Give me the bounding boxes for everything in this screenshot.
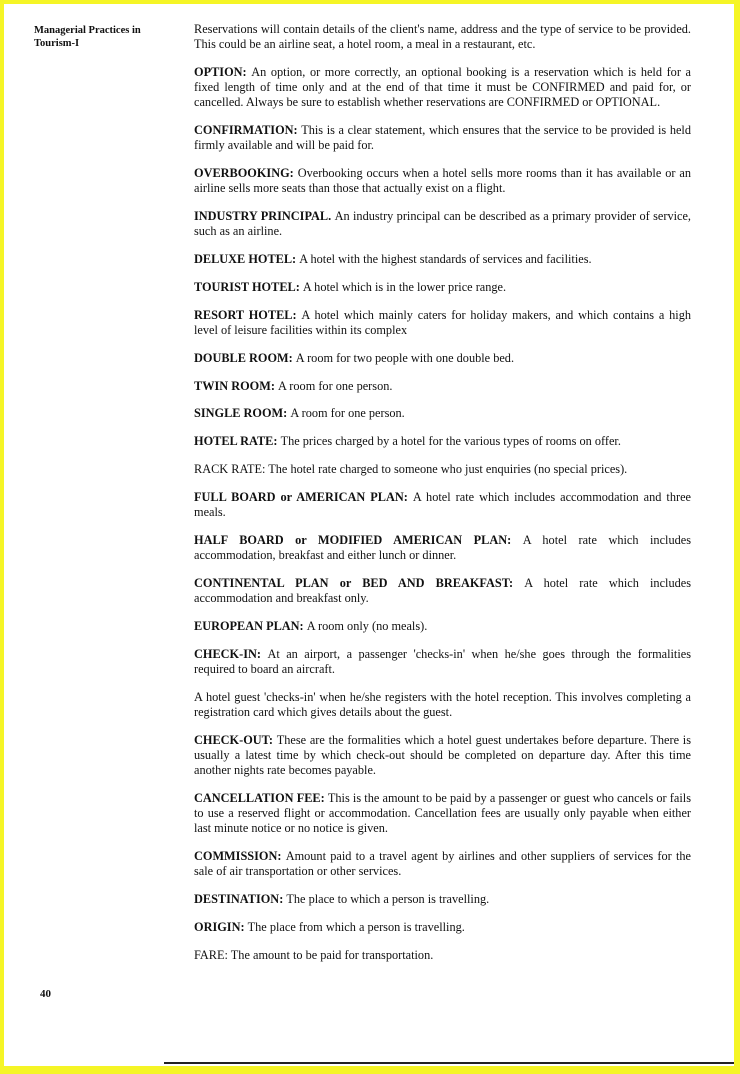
entry-term: FULL BOARD or AMERICAN PLAN: <box>194 489 408 504</box>
entry-term: OVERBOOKING: <box>194 166 294 181</box>
entry-term: CONFIRMATION: <box>194 123 298 138</box>
glossary-entry <box>194 406 691 421</box>
entry-text: FARE: The amount to be paid for transportation. <box>194 947 434 962</box>
entry-text: A hotel rate which includes accommodation and three meals. <box>194 489 692 519</box>
entry-term: EUROPEAN PLAN: <box>194 618 304 633</box>
glossary-entry <box>194 791 691 837</box>
glossary-entry <box>194 849 691 879</box>
glossary-entry <box>194 166 691 196</box>
entry-text: RACK RATE: The hotel rate charged to someone who just enquiries (no special prices). <box>194 461 628 476</box>
entry-term: COMMISSION: <box>194 848 282 863</box>
glossary-entry <box>194 733 691 779</box>
glossary-entry <box>194 280 691 295</box>
entry-text: This is the amount to be paid by a passenger or guest who cancels or fails to use a reserved flight or accommodation. Cancellation fees are usually only payable when either last minute notice or no notice is given. <box>194 790 691 836</box>
entry-term: HOTEL RATE: <box>194 434 278 449</box>
glossary-entry <box>194 209 691 239</box>
glossary-entry <box>194 65 691 111</box>
glossary-entry <box>194 647 691 677</box>
entry-term: DOUBLE ROOM: <box>194 350 293 365</box>
entry-term: RESORT HOTEL: <box>194 307 297 322</box>
entry-term: HALF BOARD or MODIFIED AMERICAN PLAN: <box>194 532 512 547</box>
glossary-entry <box>194 22 691 52</box>
document-page <box>4 4 734 1066</box>
glossary-entry <box>194 690 691 720</box>
entry-term: CANCELLATION FEE: <box>194 790 325 805</box>
entry-term: CHECK-OUT: <box>194 732 274 747</box>
entry-text: A room only (no meals). <box>306 618 428 633</box>
entry-text: A hotel rate which includes accommodation, breakfast and either lunch or dinner. <box>194 532 691 562</box>
glossary-entry <box>194 252 691 267</box>
entry-text: The prices charged by a hotel for the various types of rooms on offer. <box>280 434 621 449</box>
entry-text: A hotel rate which includes accommodation and breakfast only. <box>194 575 691 605</box>
entry-text: A room for one person. <box>278 378 393 393</box>
glossary-entry <box>194 619 691 634</box>
entry-text: A hotel which mainly caters for holiday makers, and which contains a high level of leisure facilities within its complex <box>194 307 691 337</box>
entry-term: DELUXE HOTEL: <box>194 252 297 267</box>
entry-text: At an airport, a passenger 'checks-in' when he/she goes through the formalities required to board an aircraft. <box>194 646 692 676</box>
page-number: 40 <box>40 988 51 1000</box>
entry-text: Overbooking occurs when a hotel sells more rooms than it has available or an airline sells more seats than those that actually exist on a flight. <box>194 166 691 196</box>
entry-term: CHECK-IN: <box>194 646 261 661</box>
entry-term: OPTION: <box>194 65 247 79</box>
glossary-entry <box>194 123 691 153</box>
entry-text: The place from which a person is travelling. <box>247 919 465 934</box>
glossary-entry <box>194 892 691 907</box>
entry-text: This is a clear statement, which ensures that the service to be provided is held firmly available and will be paid for. <box>194 123 691 153</box>
entry-text: Reservations will contain details of the client's name, address and the type of service to be provided. This could be an airline seat, a hotel room, a meal in a restaurant, etc. <box>194 22 691 52</box>
running-header: Managerial Practices in Tourism-I <box>34 25 141 49</box>
entry-text: A room for one person. <box>290 406 405 421</box>
entry-text: A hotel guest 'checks-in' when he/she registers with the hotel reception. This involves completing a registration card which gives details about the guest. <box>194 689 691 719</box>
glossary-entry <box>194 533 691 563</box>
entry-term: TOURIST HOTEL: <box>194 280 300 294</box>
glossary-entry <box>194 308 691 338</box>
entry-text: A hotel which is in the lower price range. <box>302 280 507 294</box>
entry-text: Amount paid to a travel agent by airlines and other suppliers of services for the sale of air transportation or other services. <box>194 848 691 879</box>
entry-text: The place to which a person is travelling. <box>286 891 490 906</box>
entry-term: TWIN ROOM: <box>194 378 275 393</box>
glossary-entry <box>194 490 691 520</box>
entry-text: An option, or more correctly, an optional booking is a reservation which is held for a fixed length of time only and at the end of that time it must be CONFIRMED and paid for, or cancelled. Always be sure to establish whether reservations are CONFIRMED or OPTIONAL. <box>194 65 691 110</box>
entry-term: CONTINENTAL PLAN or BED AND BREAKFAST: <box>194 575 514 590</box>
glossary-entry <box>194 920 691 935</box>
entry-term: SINGLE ROOM: <box>194 406 288 421</box>
entry-text: A room for two people with one double bed. <box>295 350 515 365</box>
glossary-entry <box>194 462 691 477</box>
glossary-entry <box>194 576 691 606</box>
glossary-content <box>194 22 691 975</box>
glossary-entry <box>194 434 691 449</box>
entry-text: An industry principal can be described as a primary provider of service, such as an airline. <box>194 209 691 239</box>
bottom-rule <box>164 1062 734 1064</box>
glossary-entry <box>194 351 691 366</box>
entry-term: INDUSTRY PRINCIPAL. <box>194 209 332 224</box>
entry-text: These are the formalities which a hotel guest undertakes before departure. There is usually a latest time by which check-out should be completed on departure day. After this time another nights rate becomes payable. <box>194 732 691 777</box>
glossary-entry <box>194 379 691 394</box>
entry-term: DESTINATION: <box>194 891 284 906</box>
entry-term: ORIGIN: <box>194 919 245 934</box>
glossary-entry <box>194 948 691 963</box>
entry-text: A hotel with the highest standards of services and facilities. <box>299 252 592 267</box>
